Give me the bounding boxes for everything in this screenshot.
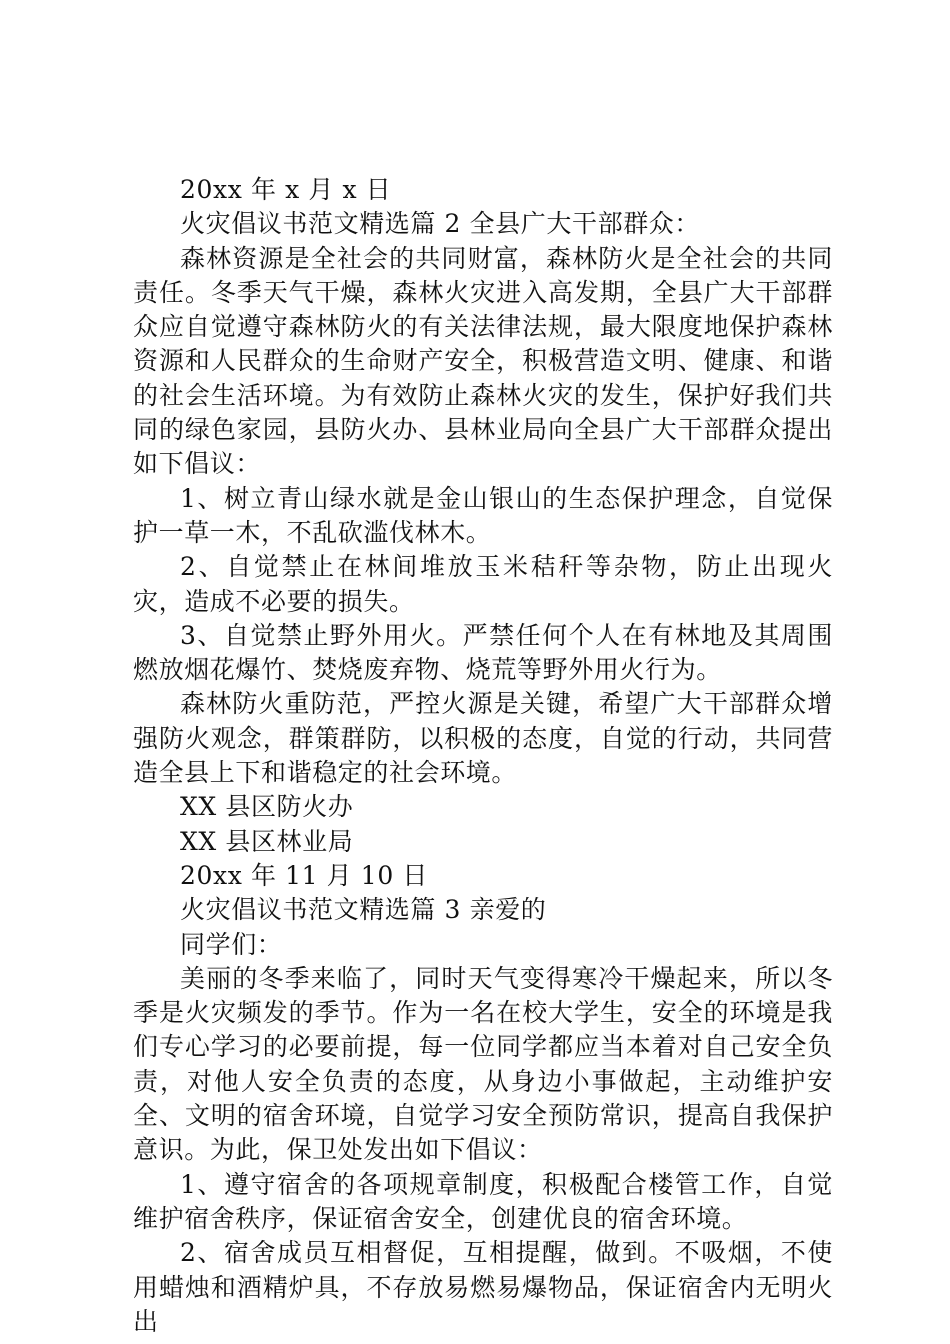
signature-line: XX 县区防火办 xyxy=(180,792,354,822)
date-line: 20xx 年 x 月 x 日 xyxy=(180,175,392,204)
section-heading-2: 火灾倡议书范文精选篇 2 全县广大干部群众： xyxy=(180,209,701,239)
body-paragraph: 森林防火重防范，严控火源是关键，希望广大干部群众增强防火观念，群策群防，以积极的态度，自觉的行动，共同营造全县上下和谐稳定的社会环境。 xyxy=(133,689,833,788)
section-heading-3: 火灾倡议书范文精选篇 3 亲爱的 xyxy=(180,895,547,925)
signature-line: XX 县区林业局 xyxy=(180,826,354,856)
list-item: 2、宿舍成员互相督促，互相提醒，做到。不吸烟，不使用蜡烛和酒精炉具，不存放易燃易爆物品，保证宿舍内无明火出 xyxy=(133,1238,833,1336)
salutation-line: 同学们： xyxy=(180,929,283,959)
document-body xyxy=(133,173,833,1339)
list-item: 2、自觉禁止在林间堆放玉米秸秆等杂物，防止出现火灾，造成不必要的损失。 xyxy=(133,552,833,616)
date-line: 20xx 年 11 月 10 日 xyxy=(180,860,428,890)
list-item: 1、遵守宿舍的各项规章制度，积极配合楼管工作，自觉维护宿舍秩序，保证宿舍安全，创建优良的宿舍环境。 xyxy=(133,1169,833,1233)
body-paragraph: 美丽的冬季来临了，同时天气变得寒冷干燥起来，所以冬季是火灾频发的季节。作为一名在校大学生，安全的环境是我们专心学习的必要前提，每一位同学都应当本着对自己安全负责，对他人安全负责的态度，从身边小事做起，主动维护安全、文明的宿舍环境，自觉学习安全预防常识，提高自我保护意识。为此，保卫处发出如下倡议： xyxy=(133,963,833,1165)
list-item: 3、自觉禁止野外用火。严禁任何个人在有林地及其周围燃放烟花爆竹、焚烧废弃物、烧荒等野外用火行为。 xyxy=(133,620,833,685)
list-item: 1、树立青山绿水就是金山银山的生态保护理念，自觉保护一草一木，不乱砍滥伐林木。 xyxy=(133,483,833,547)
body-paragraph: 森林资源是全社会的共同财富，森林防火是全社会的共同责任。冬季天气干燥，森林火灾进入高发期，全县广大干部群众应自觉遵守森林防火的有关法律法规，最大限度地保护森林资源和人民群众的生命财产安全，积极营造文明、健康、和谐的社会生活环境。为有效防止森林火灾的发生，保护好我们共同的绿色家园，县防火办、县林业局向全县广大干部群众提出如下倡议： xyxy=(133,243,833,479)
